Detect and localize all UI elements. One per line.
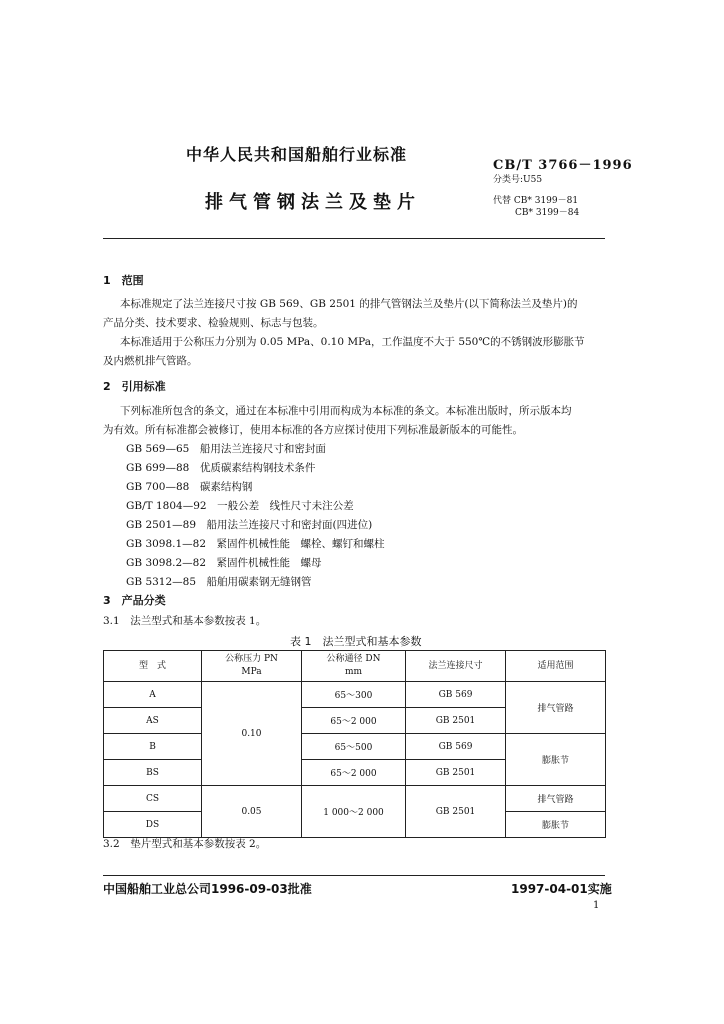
replaces-standard-2: CB* 3199－84 [515,208,580,218]
header-pn-unit: MPa [241,667,262,677]
standard-number: CB/T 3766－1996 [493,158,633,173]
header-dn-label: 公称通径 DN [326,654,381,664]
cell-connection: GB 2501 [406,708,506,734]
section-2-para-line-2: 为有效。所有标准都会被修订，使用本标准的各方应探讨使用下列标准最新版本的可能性。 [103,424,523,436]
cell-connection-cd: GB 2501 [406,786,506,838]
header-application-scope: 适用范围 [506,651,606,682]
reference-item: GB 2501—89 船用法兰连接尺寸和密封面(四进位) [126,519,373,531]
cell-type: BS [104,760,202,786]
table-1-caption: 表 1 法兰型式和基本参数 [290,635,422,648]
cell-pressure-010: 0.10 [202,682,302,786]
classification-code: 分类号:U55 [493,175,543,185]
issuing-body: 中华人民共和国船舶行业标准 [186,145,408,164]
reference-item: GB 5312—85 船舶用碳素钢无缝钢管 [126,576,312,588]
reference-item: GB 700—88 碳素结构钢 [126,481,253,493]
section-1-para-1-line-1: 本标准规定了法兰连接尺寸按 GB 569、GB 2501 的排气管钢法兰及垫片(以下简称法兰及垫片)的 [120,298,578,310]
table-1 [103,650,606,838]
cell-type: DS [104,812,202,838]
header-nominal-pressure [202,651,302,682]
section-3-heading: 3 产品分类 [103,594,166,607]
cell-type: AS [104,708,202,734]
section-2-heading: 2 引用标准 [103,380,166,393]
cell-diameter-cd: 1 000～2 000 [302,786,406,838]
footer-rule [103,875,605,876]
header-dn-unit: mm [344,667,363,677]
header-nominal-diameter [302,651,406,682]
page-number: 1 [593,900,600,911]
reference-item: GB/T 1804—92 一般公差 线性尺寸未注公差 [126,500,354,512]
reference-item: GB 3098.1—82 紧固件机械性能 螺栓、螺钉和螺柱 [126,538,385,550]
cell-diameter: 65～2 000 [302,708,406,734]
cell-connection: GB 569 [406,682,506,708]
cell-type: CS [104,786,202,812]
header-rule [103,238,605,239]
cell-pressure-005: 0.05 [202,786,302,838]
header-pn-label: 公称压力 PN [225,654,278,664]
reference-item: GB 699—88 优质碳素结构钢技术条件 [126,462,316,474]
document-title: 排气管钢法兰及垫片 [205,192,421,213]
cell-diameter: 65～2 000 [302,760,406,786]
implementation-date: 1997-04-01实施 [511,882,612,896]
section-1-para-2-line-1: 本标准适用于公称压力分别为 0.05 MPa、0.10 MPa，工作温度不大于 550℃的不锈钢波形膨胀节 [120,336,585,348]
table-row [104,682,606,708]
section-2-para-line-1: 下列标准所包含的条文，通过在本标准中引用而构成为本标准的条文。本标准出版时，所示版本均 [120,405,572,417]
cell-connection: GB 569 [406,734,506,760]
cell-type: A [104,682,202,708]
section-1-para-2-line-2: 及内燃机排气管路。 [103,355,198,367]
reference-item: GB 3098.2—82 紧固件机械性能 螺母 [126,557,322,569]
cell-type: B [104,734,202,760]
cell-scope-exhaust: 排气管路 [506,786,606,812]
cell-diameter: 65～500 [302,734,406,760]
clause-3-1: 3.1 法兰型式和基本参数按表 1。 [103,615,267,627]
cell-scope-expansion: 膨胀节 [506,734,606,786]
table-row [104,734,606,760]
clause-3-2: 3.2 垫片型式和基本参数按表 2。 [103,838,267,850]
section-1-heading: 1 范围 [103,274,144,287]
cell-connection: GB 2501 [406,760,506,786]
cell-scope-exhaust: 排气管路 [506,682,606,734]
header-connection-dimension: 法兰连接尺寸 [406,651,506,682]
cell-scope-expansion: 膨胀节 [506,812,606,838]
reference-item: GB 569—65 船用法兰连接尺寸和密封面 [126,443,326,455]
table-row [104,786,606,812]
section-1-para-1-line-2: 产品分类、技术要求、检验规则、标志与包装。 [103,317,324,329]
replaces-standard-1: 代替 CB* 3199－81 [493,196,579,206]
header-type: 型 式 [104,651,202,682]
table-header-row [104,651,606,682]
approval-statement: 中国船舶工业总公司1996-09-03批准 [103,882,312,896]
cell-diameter: 65～300 [302,682,406,708]
